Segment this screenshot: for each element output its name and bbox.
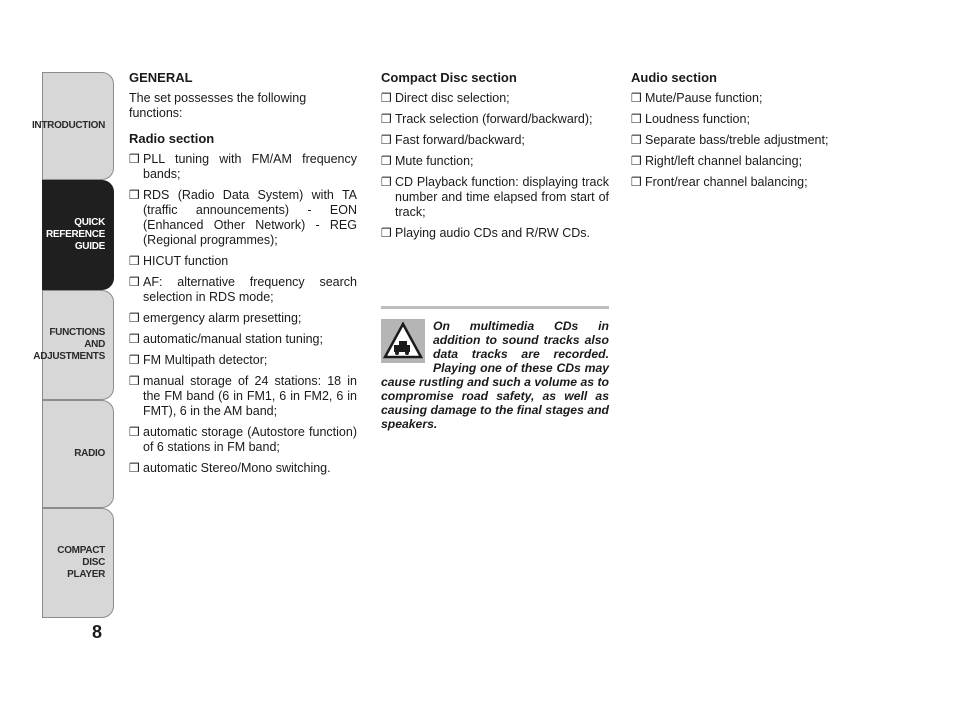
list-item xyxy=(129,353,357,368)
list-item-text: Playing audio CDs and R/RW CDs. xyxy=(395,226,590,240)
checkbox-bullet-icon: ❒ xyxy=(381,175,392,189)
list-item-text: automatic Stereo/Mono switching. xyxy=(143,461,331,475)
audio-feature-list xyxy=(631,91,859,190)
list-item-text: Mute/Pause function; xyxy=(645,91,763,105)
column-general xyxy=(129,70,357,482)
checkbox-bullet-icon: ❒ xyxy=(129,461,140,475)
list-item-text: Mute function; xyxy=(395,154,474,168)
list-item xyxy=(381,133,609,148)
tab-introduction[interactable] xyxy=(31,72,114,180)
tab-label: RADIO xyxy=(74,448,105,459)
list-item xyxy=(129,254,357,269)
section-title-general: GENERAL xyxy=(129,70,193,85)
column-audio xyxy=(631,70,859,196)
tab-functions-and-adjustments[interactable] xyxy=(33,290,114,400)
list-item-text: AF: alternative frequency search selection in RDS mode; xyxy=(143,275,357,304)
checkbox-bullet-icon: ❒ xyxy=(381,226,392,240)
list-item-text: RDS (Radio Data System) with TA (traffic announcements) - EON (Enhanced Other Network) - REG (Regional programmes); xyxy=(143,188,357,247)
tab-compact-disc-player[interactable] xyxy=(42,508,114,618)
tab-label: QUICK REFERENCE GUIDE xyxy=(46,217,105,252)
checkbox-bullet-icon: ❒ xyxy=(631,175,642,189)
list-item xyxy=(129,374,357,419)
list-item xyxy=(381,154,609,169)
list-item xyxy=(631,91,859,106)
tab-quick-reference-guide[interactable] xyxy=(42,180,114,290)
tab-label: FUNCTIONS AND ADJUSTMENTS xyxy=(33,327,105,362)
list-item xyxy=(129,311,357,326)
list-item xyxy=(381,91,609,106)
page-number: 8 xyxy=(91,622,102,642)
warning-text: On multimedia CDs in addition to sound tracks also data tracks are recorded. Playing one of these CDs may cause rustling and such a volume as to compromise road safety, as well as causing damage to the final stages and speakers. xyxy=(381,319,609,431)
list-item xyxy=(381,112,609,127)
section-heading-audio: Audio section xyxy=(631,70,717,85)
checkbox-bullet-icon: ❒ xyxy=(129,332,140,346)
list-item-text: CD Playback function: displaying track number and time elapsed from start of track; xyxy=(395,175,609,219)
list-item-text: Loudness function; xyxy=(645,112,750,126)
list-item xyxy=(381,226,609,241)
cd-feature-list xyxy=(381,91,609,241)
checkbox-bullet-icon: ❒ xyxy=(381,112,392,126)
warning-box xyxy=(381,306,609,431)
list-item-text: emergency alarm presetting; xyxy=(143,311,302,325)
checkbox-bullet-icon: ❒ xyxy=(631,154,642,168)
list-item-text: Right/left channel balancing; xyxy=(645,154,803,168)
list-item xyxy=(129,152,357,182)
checkbox-bullet-icon: ❒ xyxy=(381,133,392,147)
tab-label: COMPACT DISC PLAYER xyxy=(57,545,105,580)
list-item-text: Fast forward/backward; xyxy=(395,133,525,147)
checkbox-bullet-icon: ❒ xyxy=(129,353,140,367)
list-item-text: Direct disc selection; xyxy=(395,91,510,105)
checkbox-bullet-icon: ❒ xyxy=(631,133,642,147)
list-item-text: automatic/manual station tuning; xyxy=(143,332,323,346)
list-item xyxy=(631,154,859,169)
checkbox-bullet-icon: ❒ xyxy=(129,152,140,166)
list-item-text: HICUT function xyxy=(143,254,229,268)
list-item-text: Track selection (forward/backward); xyxy=(395,112,593,126)
list-item xyxy=(129,461,357,476)
list-item xyxy=(129,425,357,455)
checkbox-bullet-icon: ❒ xyxy=(381,154,392,168)
list-item-text: FM Multipath detector; xyxy=(143,353,268,367)
tab-radio[interactable] xyxy=(42,400,114,508)
radio-feature-list xyxy=(129,152,357,476)
section-heading-radio: Radio section xyxy=(129,131,215,146)
intro-text: The set possesses the following functions: xyxy=(129,91,307,120)
list-item-text: PLL tuning with FM/AM frequency bands; xyxy=(143,152,357,181)
checkbox-bullet-icon: ❒ xyxy=(631,112,642,126)
checkbox-bullet-icon: ❒ xyxy=(129,374,140,388)
checkbox-bullet-icon: ❒ xyxy=(129,311,140,325)
list-item xyxy=(631,133,859,148)
list-item xyxy=(129,332,357,347)
checkbox-bullet-icon: ❒ xyxy=(381,91,392,105)
checkbox-bullet-icon: ❒ xyxy=(129,425,140,439)
list-item xyxy=(381,175,609,220)
list-item xyxy=(129,188,357,248)
column-compact-disc xyxy=(381,70,609,247)
warning-triangle-icon xyxy=(381,319,425,363)
list-item-text: Front/rear channel balancing; xyxy=(645,175,808,189)
list-item-text: Separate bass/treble adjustment; xyxy=(645,133,829,147)
list-item xyxy=(631,175,859,190)
list-item-text: manual storage of 24 stations: 18 in the FM band (6 in FM1, 6 in FM2, 6 in FMT), 6 in the AM band; xyxy=(143,374,357,418)
list-item xyxy=(631,112,859,127)
list-item xyxy=(129,275,357,305)
checkbox-bullet-icon: ❒ xyxy=(129,188,140,202)
tab-label: INTRODUCTION xyxy=(31,120,105,131)
section-heading-cd: Compact Disc section xyxy=(381,70,517,85)
checkbox-bullet-icon: ❒ xyxy=(631,91,642,105)
list-item-text: automatic storage (Autostore function) of 6 stations in FM band; xyxy=(143,425,357,454)
checkbox-bullet-icon: ❒ xyxy=(129,275,140,289)
checkbox-bullet-icon: ❒ xyxy=(129,254,140,268)
